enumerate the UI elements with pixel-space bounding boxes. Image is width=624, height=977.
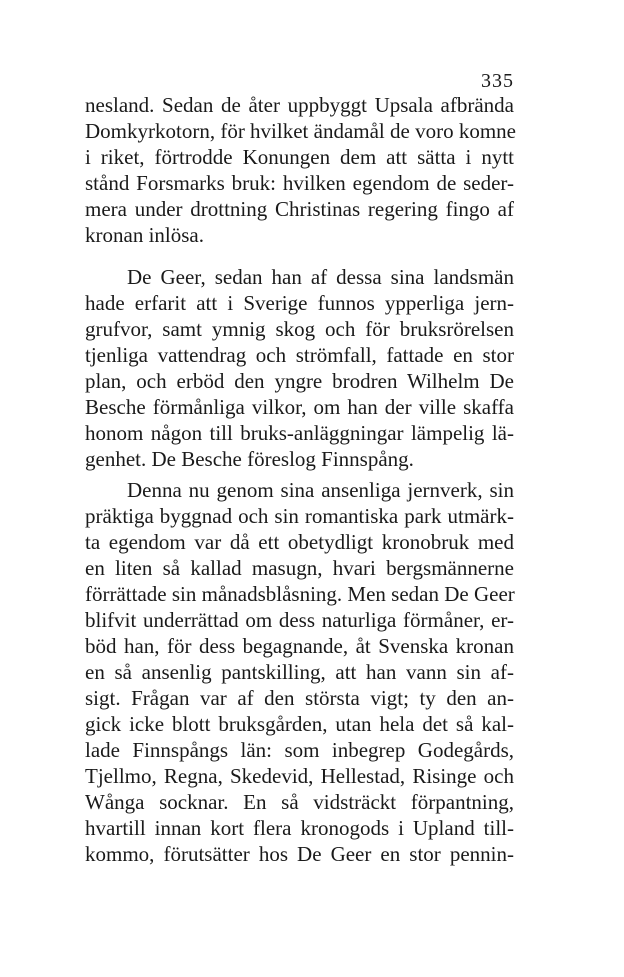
text-line: genhet. De Besche föreslog Finnspång. xyxy=(85,447,414,471)
text-line: Tjellmo, Regna, Skedevid, Hellestad, Risinge och xyxy=(85,764,514,788)
text-line: hvartill innan kort flera kronogods i Upland till- xyxy=(85,816,514,840)
paragraph-3 xyxy=(85,477,514,867)
text-line: mera under drottning Christinas regering fingo af xyxy=(85,197,514,221)
text-line: Besche förmånliga vilkor, om han der ville skaffa xyxy=(85,395,514,419)
text-line: böd han, för dess begagnande, åt Svenska kronan xyxy=(85,634,514,658)
text-line: plan, och erböd den yngre brodren Wilhelm De xyxy=(85,369,514,393)
text-line: sigt. Frågan var af den största vigt; ty den an- xyxy=(85,686,514,710)
text-line: en så ansenlig pantskilling, att han vann sin af- xyxy=(85,660,514,684)
text-line: Wånga socknar. En så vidsträckt förpantning, xyxy=(85,790,514,814)
text-line: Domkyrkotorn, för hvilket ändamål de voro komne xyxy=(85,119,516,143)
text-line: ta egendom var då ett obetydligt kronobruk med xyxy=(85,530,514,554)
text-line: kommo, förutsätter hos De Geer en stor pennin- xyxy=(85,842,514,866)
text-line: Denna nu genom sina ansenliga jernverk, sin xyxy=(127,478,514,502)
text-line: hade erfarit att i Sverige funnos ypperliga jern- xyxy=(85,291,514,315)
paragraph-2 xyxy=(85,264,514,472)
text-line: förrättade sin månadsblåsning. Men sedan De Geer xyxy=(85,582,515,606)
text-line: en liten så kallad masugn, hvari bergsmännerne xyxy=(85,556,514,580)
text-line: kronan inlösa. xyxy=(85,223,204,247)
text-line: i riket, förtrodde Konungen dem att sätta i nytt xyxy=(85,145,514,169)
text-line: blifvit underrättad om dess naturliga förmåner, er- xyxy=(85,608,514,632)
text-line: De Geer, sedan han af dessa sina landsmän xyxy=(127,265,514,289)
text-line: grufvor, samt ymnig skog och för bruksrörelsen xyxy=(85,317,514,341)
text-line: gick icke blott bruksgården, utan hela det så kal- xyxy=(85,712,514,736)
text-line: stånd Forsmarks bruk: hvilken egendom de seder- xyxy=(85,171,514,195)
text-line: tjenliga vattendrag och strömfall, fattade en stor xyxy=(85,343,514,367)
page-number: 335 xyxy=(481,70,514,92)
text-line: nesland. Sedan de åter uppbyggt Upsala afbrända xyxy=(85,93,514,117)
text-line: lade Finnspångs län: som inbegrep Godegårds, xyxy=(85,738,514,762)
paragraph-1 xyxy=(85,92,514,248)
text-line: honom någon till bruks-anläggningar lämpelig lä- xyxy=(85,421,514,445)
text-line: präktiga byggnad och sin romantiska park utmärk- xyxy=(85,504,514,528)
